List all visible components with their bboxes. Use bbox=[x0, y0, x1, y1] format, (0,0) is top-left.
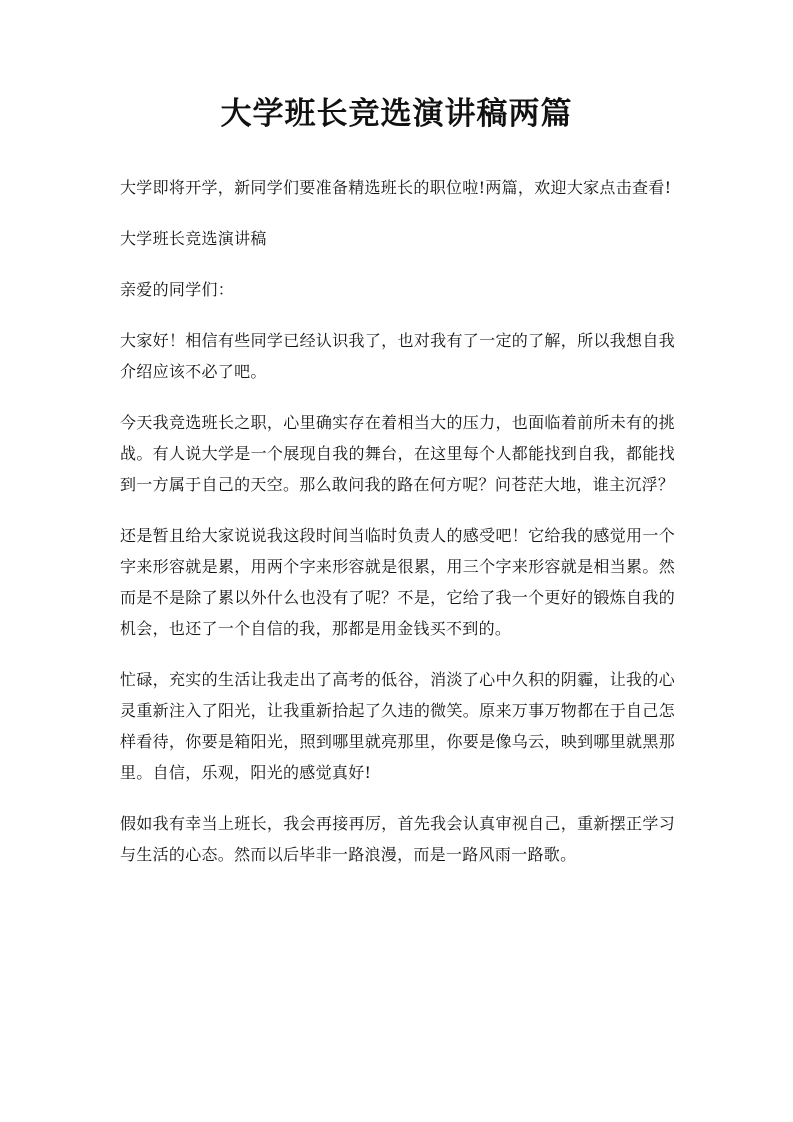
body-paragraph: 假如我有幸当上班长，我会再接再厉，首先我会认真审视自己，重新摆正学习与生活的心态。然而以后毕非一路浪漫，而是一路风雨一路歌。 bbox=[120, 814, 675, 864]
document-title: 大学班长竞选演讲稿两篇 bbox=[220, 96, 573, 132]
body-paragraph: 今天我竞选班长之职，心里确实存在着相当大的压力，也面临着前所未有的挑战。有人说大学是一个展现自我的舞台，在这里每个人都能找到自我，都能找到一方属于自己的天空。那么敢问我的路在何方呢？问苍茫大地，谁主沉浮？ bbox=[120, 413, 675, 494]
document-body bbox=[120, 172, 675, 890]
salutation: 亲爱的同学们： bbox=[120, 280, 235, 299]
body-paragraph: 忙碌，充实的生活让我走出了高考的低谷，消淡了心中久积的阴霾，让我的心灵重新注入了阳光，让我重新拾起了久违的微笑。原来万事万物都在于自己怎样看待，你要是箱阳光，照到哪里就亮那里，你要是像乌云，映到哪里就黑那里。自信，乐观，阳光的感觉真好! bbox=[120, 670, 675, 782]
body-paragraph: 还是暂且给大家说说我这段时间当临时负责人的感受吧！它给我的感觉用一个字来形容就是累，用两个字来形容就是很累，用三个字来形容就是相当累。然而是不是除了累以外什么也没有了呢？不是，它给了我一个更好的锻炼自我的机会，也还了一个自信的我，那都是用金钱买不到的。 bbox=[120, 526, 675, 638]
body-paragraph: 大家好！相信有些同学已经认识我了，也对我有了一定的了解，所以我想自我介绍应该不必了吧。 bbox=[120, 331, 675, 381]
speech-subtitle: 大学班长竞选演讲稿 bbox=[120, 229, 267, 248]
intro-paragraph: 大学即将开学，新同学们要准备精选班长的职位啦!两篇，欢迎大家点击查看! bbox=[120, 178, 672, 197]
